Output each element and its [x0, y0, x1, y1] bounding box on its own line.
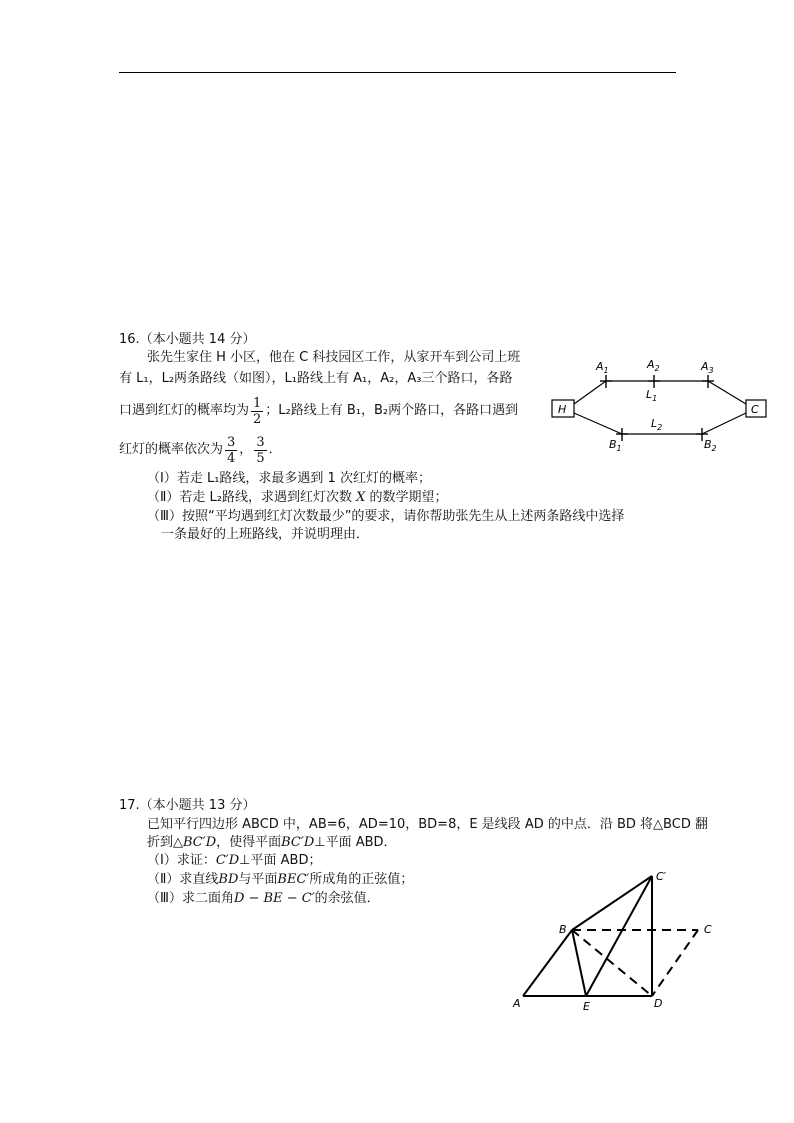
edge-cd-dashed [652, 930, 698, 996]
geometry-diagram [506, 860, 726, 1020]
label-l2-sub: 2 [657, 423, 663, 432]
math-dihedral-angle: D − BE − C′ [233, 891, 315, 906]
fraction-numerator: 1 [253, 395, 262, 411]
label-l2 [651, 417, 662, 432]
edge-bc-prime [572, 876, 652, 930]
label-h: H [558, 403, 567, 416]
q16-header: 16.（本小题共 14 分） [119, 332, 256, 347]
q16-part2-text-b: 的数学期望； [369, 490, 448, 505]
q17-line2 [147, 834, 397, 852]
fraction-three-quarters [225, 435, 237, 466]
label-c-prime: C′ [656, 870, 667, 883]
q16-line3-text-b: ；L₂路线上有 B₁，B₂两个路口，各路口遇到 [265, 403, 519, 418]
edge-e-c-prime [586, 876, 652, 996]
label-b1 [609, 438, 622, 453]
label-a: A [513, 997, 521, 1010]
math-bec-prime: BEC′ [277, 872, 310, 887]
q17-line1: 已知平行四边形 ABCD 中，AB=6，AD=10，BD=8，E 是线段 AD 的中点．沿 BD 将△BCD 翻 [147, 817, 708, 832]
q16-part3-line1: （Ⅲ）按照“平均遇到红灯次数最少”的要求，请你帮助张先生从上述两条路线中选择 [147, 509, 625, 524]
variable-x: X [356, 490, 366, 505]
label-d: D [654, 997, 663, 1010]
q17-line2-text-b: ，使得平面 [216, 835, 282, 850]
label-e: E [583, 1000, 590, 1013]
crossing-a1-icon [600, 375, 612, 388]
q17-header: 17.（本小题共 13 分） [119, 798, 256, 813]
crossing-b1-icon [616, 428, 628, 441]
fraction-denominator: 4 [227, 450, 236, 466]
label-a2-sub: 2 [654, 364, 660, 373]
q17-part3-text-a: （Ⅲ）求二面角 [147, 891, 234, 906]
fraction-three-fifths [254, 435, 266, 466]
q17-part3-text-b: 的余弦值． [314, 891, 380, 906]
edge-ab [523, 930, 572, 996]
q17-part3 [147, 890, 380, 908]
q17-part2-text-b: 与平面 [238, 872, 278, 887]
fraction-one-half [251, 396, 263, 427]
q17-part2 [147, 871, 413, 889]
label-a1-letter: A [596, 360, 604, 373]
q16-part2-text-a: （Ⅱ）若走 L₂路线，求遇到红灯次数 [147, 490, 352, 505]
q16-line3 [119, 391, 518, 431]
comma: ， [239, 442, 253, 457]
label-b2 [704, 438, 717, 453]
label-b2-sub: 2 [711, 444, 717, 453]
label-a3 [700, 360, 714, 375]
fraction-numerator: 3 [227, 434, 236, 450]
q16-part1: （Ⅰ）若走 L₁路线，求最多遇到 1 次红灯的概率； [147, 471, 431, 486]
q16-line1: 张先生家住 H 小区，他在 C 科技园区工作，从家开车到公司上班 [147, 350, 521, 365]
period: ． [268, 442, 282, 457]
header-rule [119, 72, 676, 73]
q17-part1-text-a: （Ⅰ）求证： [147, 853, 216, 868]
q17-line2-text-a: 折到△ [147, 835, 183, 850]
fraction-numerator: 3 [256, 434, 265, 450]
label-b1-letter: B [609, 438, 617, 451]
q16-line2: 有 L₁，L₂两条路线（如图），L₁路线上有 A₁，A₂，A₃三个路口，各路 [119, 371, 513, 386]
label-b2-letter: B [704, 438, 712, 451]
math-c-prime-d: C′D [215, 853, 240, 868]
crossing-a3-icon [702, 375, 714, 388]
label-a3-sub: 3 [708, 366, 714, 375]
math-bc-prime-d: BC′D [183, 835, 217, 850]
label-b1-sub: 1 [616, 444, 622, 453]
label-a1 [595, 360, 609, 375]
label-b: B [559, 923, 567, 936]
label-c: C [751, 403, 759, 416]
math-bc-prime-d: BC′D [281, 835, 315, 850]
q16-line4-text: 红灯的概率依次为 [119, 442, 224, 457]
route-l1-right [708, 381, 746, 404]
route-l1-left [574, 381, 606, 404]
route-diagram [548, 352, 770, 462]
q16-line3-text-a: 口遇到红灯的概率均为 [119, 403, 250, 418]
label-l1-sub: 1 [652, 394, 658, 403]
math-bd: BD [218, 872, 239, 887]
fraction-denominator: 2 [253, 411, 262, 427]
q17-part2-text-c: 所成角的正弦值； [309, 872, 414, 887]
label-a3-letter: A [701, 360, 709, 373]
q17-line2-text-c: ⊥平面 ABD． [314, 835, 397, 850]
route-l2-right [702, 413, 746, 434]
label-l1-letter: L [646, 388, 653, 401]
q16-part3-line2: 一条最好的上班路线，并说明理由． [161, 527, 370, 542]
crossing-a2-icon [648, 375, 660, 388]
q17-part1 [147, 852, 321, 870]
label-l2-letter: L [651, 417, 658, 430]
q16-part2 [147, 489, 448, 507]
label-a1-sub: 1 [603, 366, 609, 375]
label-l1 [646, 388, 657, 403]
label-c: C [704, 923, 712, 936]
label-a2-letter: A [647, 358, 655, 371]
q17-part2-text-a: （Ⅱ）求直线 [147, 872, 219, 887]
q17-part1-text-b: ⊥平面 ABD； [239, 853, 322, 868]
fraction-denominator: 5 [256, 450, 265, 466]
route-l2-left [574, 413, 622, 434]
q16-line4 [119, 430, 282, 470]
label-a2 [646, 358, 660, 373]
